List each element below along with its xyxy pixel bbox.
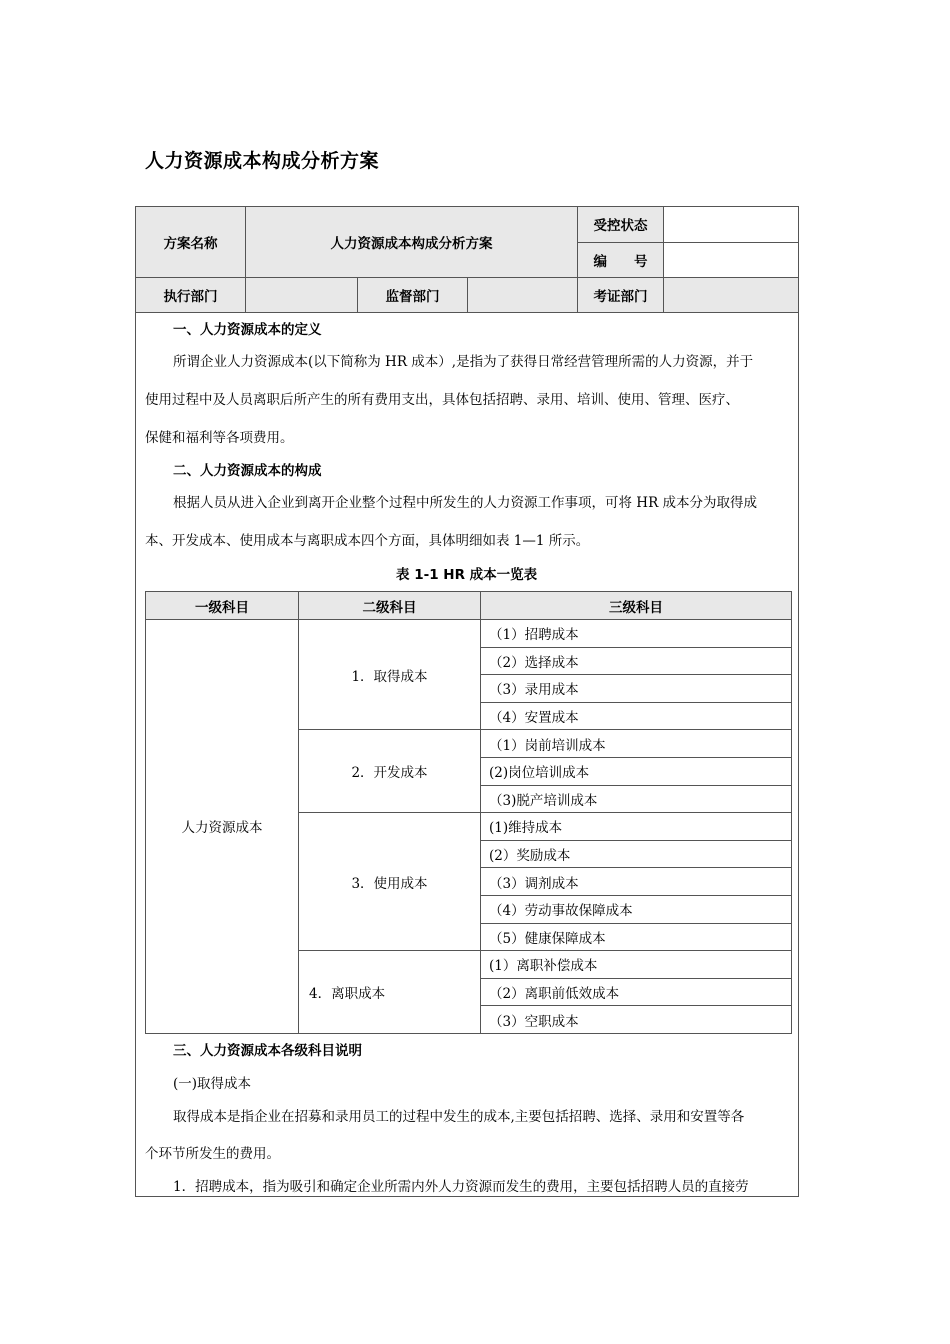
section-2-heading: 二、人力资源成本的构成 [173,463,322,479]
number-value [664,242,799,278]
plan-header-table [135,206,799,313]
paragraph-line: 取得成本是指企业在招募和录用员工的过程中发生的成本,主要包括招聘、选择、录用和安置等各 [173,1109,745,1125]
subsection-heading: (一)取得成本 [173,1076,252,1092]
level1-cell: 人力资源成本 [146,620,299,1034]
paragraph-line: 个环节所发生的费用。 [145,1146,280,1162]
level3-cell: (1)维持成本 [481,813,792,841]
level3-cell: （3）录用成本 [481,675,792,703]
supervise-dept-value [468,278,578,313]
control-status-value [664,207,799,243]
col-header-level3: 三级科目 [481,592,792,620]
level3-cell: （2）离职前低效成本 [481,978,792,1006]
level3-cell: （5）健康保障成本 [481,923,792,951]
plan-name-label: 方案名称 [136,207,246,278]
document-title: 人力资源成本构成分析方案 [145,150,380,172]
level3-cell: （3）调剂成本 [481,868,792,896]
document-body [135,313,799,1197]
col-header-level2: 二级科目 [299,592,481,620]
level3-cell: （3）空职成本 [481,1006,792,1034]
hr-cost-table [145,591,792,1034]
paragraph-line: 1．招聘成本，指为吸引和确定企业所需内外人力资源而发生的费用，主要包括招聘人员的直接劳 [173,1179,749,1195]
level3-cell: (2）奖励成本 [481,840,792,868]
section-1-heading: 一、人力资源成本的定义 [173,322,322,338]
level3-cell: (2)岗位培训成本 [481,757,792,785]
level2-cell: 2．开发成本 [299,730,481,813]
control-status-label: 受控状态 [578,207,664,243]
supervise-dept-label: 监督部门 [358,278,468,313]
level3-cell: （1）岗前培训成本 [481,730,792,758]
level3-cell: （1）招聘成本 [481,620,792,648]
level2-cell: 3．使用成本 [299,813,481,951]
exec-dept-value [246,278,358,313]
level2-cell: 4．离职成本 [299,951,481,1034]
verify-dept-label: 考证部门 [578,278,664,313]
level2-cell: 1．取得成本 [299,620,481,730]
paragraph-line: 根据人员从进入企业到离开企业整个过程中所发生的人力资源工作事项，可将 HR 成本分为取得成 [173,495,758,511]
paragraph-line: 使用过程中及人员离职后所产生的所有费用支出，具体包括招聘、录用、培训、使用、管理、医疗、 [145,392,739,408]
table-caption: 表 1-1 HR 成本一览表 [396,567,538,583]
level3-cell: （4）安置成本 [481,702,792,730]
number-label: 编 号 [578,242,664,278]
exec-dept-label: 执行部门 [136,278,246,313]
level3-cell: （2）选择成本 [481,647,792,675]
level3-cell: (1）离职补偿成本 [481,951,792,979]
paragraph-line: 本、开发成本、使用成本与离职成本四个方面，具体明细如表 1—1 所示。 [145,533,590,549]
level3-cell: （3)脱产培训成本 [481,785,792,813]
level3-cell: （4）劳动事故保障成本 [481,895,792,923]
verify-dept-value [664,278,799,313]
paragraph-line: 所谓企业人力资源成本(以下简称为 HR 成本）,是指为了获得日常经营管理所需的人力资源，并于 [173,354,754,370]
col-header-level1: 一级科目 [146,592,299,620]
section-3-heading: 三、人力资源成本各级科目说明 [173,1043,362,1059]
paragraph-line: 保健和福利等各项费用。 [145,430,294,446]
plan-name-value: 人力资源成本构成分析方案 [246,207,578,278]
